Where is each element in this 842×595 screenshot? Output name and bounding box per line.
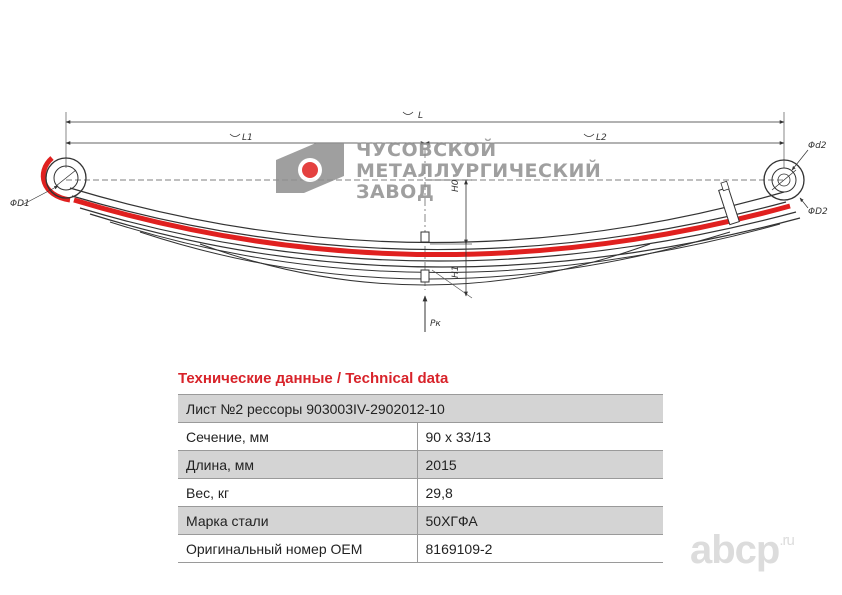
watermark-text: abcp — [690, 528, 780, 572]
logo-line-3: ЗАВОД — [356, 181, 435, 203]
table-row — [178, 451, 663, 479]
watermark-sup: .ru — [779, 532, 794, 549]
spec-value: 2015 — [417, 451, 663, 479]
spec-label: Вес, кг — [178, 479, 417, 507]
spec-value: 50ХГФА — [417, 507, 663, 535]
dim-label-d2: Φd2 — [808, 141, 827, 151]
table-row — [178, 535, 663, 563]
spec-label: Сечение, мм — [178, 423, 417, 451]
company-logo — [276, 138, 601, 203]
watermark — [690, 528, 794, 573]
spec-title: Технические данные / Technical data — [178, 370, 449, 387]
table-row — [178, 395, 663, 423]
dim-label-H1: H1 — [451, 265, 461, 278]
spec-value: 29,8 — [417, 479, 663, 507]
table-row — [178, 423, 663, 451]
table-row — [178, 507, 663, 535]
dim-label-H0: H0 — [451, 179, 461, 192]
dim-label-D2: ΦD2 — [808, 207, 828, 217]
dim-label-D1: ΦD1 — [10, 199, 30, 209]
load-arrow — [425, 296, 441, 332]
spec-value: 90 x 33/13 — [417, 423, 663, 451]
spec-value: 8169109-2 — [417, 535, 663, 563]
logo-mark — [276, 143, 344, 193]
spec-label: Длина, мм — [178, 451, 417, 479]
dim-label-L2: L2 — [596, 133, 607, 143]
spec-table — [178, 394, 663, 563]
spec-label: Оригинальный номер OEM — [178, 535, 417, 563]
dim-label-Pk: Pк — [430, 319, 441, 329]
spring-leaves — [70, 188, 800, 285]
table-row — [178, 479, 663, 507]
logo-line-2: МЕТАЛЛУРГИЧЕСКИЙ — [356, 160, 602, 182]
dim-label-L: L — [418, 111, 424, 121]
spec-label: Марка стали — [178, 507, 417, 535]
dim-label-L1: L1 — [242, 133, 253, 143]
spec-header: Лист №2 рессоры 903003IV-2902012-10 — [178, 395, 663, 423]
logo-line-1: ЧУСОВСКОЙ — [356, 139, 497, 161]
